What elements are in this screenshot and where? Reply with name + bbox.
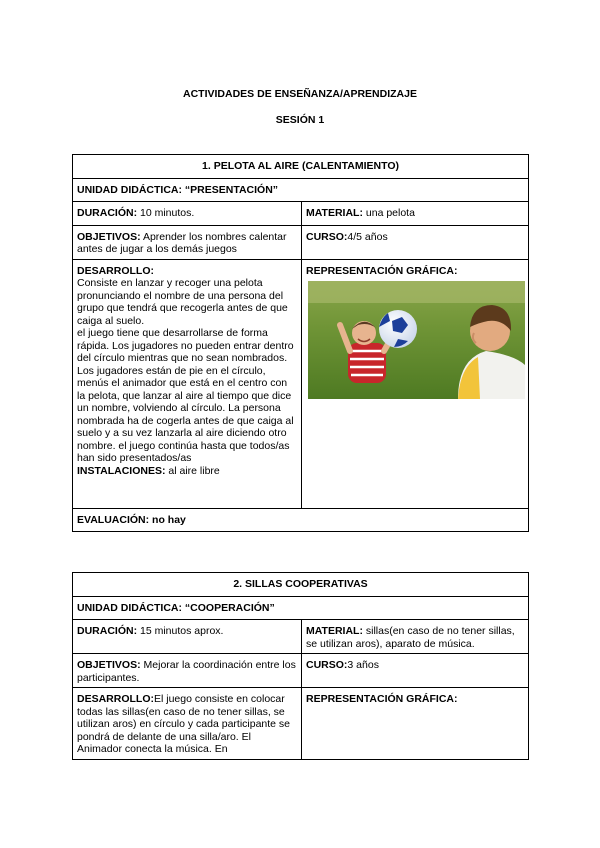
desarrollo-text: Consiste en lanzar y recoger una pelota pronunciando el nombre de una persona del grupo que tendrá que recogerla antes de que caiga al suelo. el juego tiene que desarrollarse de forma rápida. Los jugadores no pueden entrar dentro del círculo mientras que no sean nombrados. Los jugadores están de pie en el círculo, menús el animador que está en el centro con la pelota, que lanzar al aire al tiempo que dice un nombre, volviendo al círculo. La persona nombrada ha de cogerla antes de que caiga al suelo y a su vez lanzarla al aire diciendo otro nombre. el juego continúa hasta que todos/as han sido presentados/as [77, 277, 294, 464]
curso-cell [302, 225, 529, 259]
activity-table-1 [72, 154, 529, 532]
objetivos-value: Mejorar la coordinación entre los participantes. [77, 659, 296, 684]
material-value: sillas(en caso de no tener sillas, se utilizan aros), aparato de música. [306, 625, 515, 650]
duracion-value: 15 minutos aprox. [137, 625, 224, 637]
material-label: MATERIAL: [306, 207, 363, 219]
objetivos-value: Aprender los nombres calentar antes de jugar a los demás juegos [77, 230, 287, 255]
activity-header: 2. SILLAS COOPERATIVAS [73, 573, 529, 597]
duracion-cell [73, 620, 302, 654]
desarrollo-cell [73, 688, 302, 760]
desarrollo-text: El juego consiste en colocar todas las sillas(en caso de no tener sillas, se utilizan aros) en círculo y cada participante se pondrá de delante de una silla/aro. El Animador conecta la música. En [77, 693, 291, 755]
duracion-label: DURACIÓN: [77, 207, 138, 219]
representacion-label: REPRESENTACIÓN GRÁFICA: [306, 693, 458, 705]
unidad-didactica: UNIDAD DIDÁCTICA: “COOPERACIÓN” [73, 596, 529, 620]
objetivos-cell [73, 654, 302, 688]
curso-value: 3 años [347, 659, 379, 671]
representacion-cell [302, 688, 529, 760]
curso-cell [302, 654, 529, 688]
desarrollo-label: DESARROLLO: [77, 693, 154, 705]
curso-label: CURSO: [306, 659, 348, 671]
material-label: MATERIAL: [306, 625, 363, 637]
duracion-cell [73, 202, 302, 226]
material-value: una pelota [362, 207, 415, 219]
children-playing-ball-photo [308, 281, 525, 399]
desarrollo-label: DESARROLLO: [77, 264, 154, 277]
desarrollo-cell [73, 259, 302, 508]
unidad-didactica: UNIDAD DIDÁCTICA: “PRESENTACIÓN” [73, 178, 529, 202]
material-cell [302, 202, 529, 226]
session-title: SESIÓN 1 [275, 114, 325, 126]
representacion-label: REPRESENTACIÓN GRÁFICA: [306, 264, 458, 277]
objetivos-cell [73, 225, 302, 259]
objetivos-label: OBJETIVOS: [77, 659, 141, 671]
curso-value: 4/5 años [347, 230, 388, 243]
representacion-cell [302, 259, 529, 508]
evaluacion: EVALUACIÓN: no hay [73, 508, 529, 532]
page-title: ACTIVIDADES DE ENSEÑANZA/APRENDIZAJE [183, 88, 417, 100]
instalaciones-label: INSTALACIONES: [77, 464, 166, 477]
activity-table-2 [72, 572, 529, 760]
curso-label: CURSO: [306, 230, 348, 243]
instalaciones-value: al aire libre [165, 464, 220, 477]
duracion-label: DURACIÓN: [77, 625, 138, 637]
activity-header: 1. PELOTA AL AIRE (CALENTAMIENTO) [73, 155, 529, 179]
material-cell [302, 620, 529, 654]
duracion-value: 10 minutos. [137, 207, 195, 219]
objetivos-label: OBJETIVOS: [77, 230, 141, 243]
